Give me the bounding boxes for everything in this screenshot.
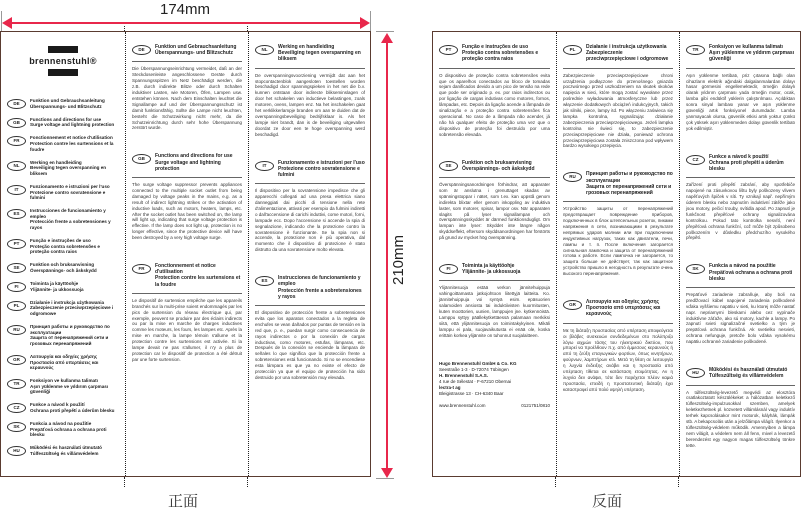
language-entry [7,354,119,371]
company-name: H. Brennenstuhl S.A.S. [439,372,489,378]
language-titles [30,421,119,438]
section-title-line: Funzionamento e istruzioni per l'uso [278,159,365,166]
language-titles [30,262,97,273]
language-code-badge: NL [255,45,274,55]
section-title-line: Zabezpieczenie przeciwprzepięciowe i odgromowe [586,50,669,63]
language-entry [7,445,119,456]
section-title-line: Toiminta ja käyttöohje [462,263,515,270]
section-divider [132,177,242,178]
logo-bar-bottom [48,69,78,76]
section-body: Prepäťové zariadenie zabraňuje, aby boli na predlžovací kábel napojené zariadenia poškodené vďaka vyššiemu napätiu v sieti, ku ktorej môže nastať napr. nepriamymi bleskami alebo cez vypínače induktívne záťaže, ako sú motory, kachle a lampy. Po zapnutí svieti signalizačné svetielko a tým je prepäťová ochrana funkčná. Ak svetielko nesvieti, ochrana nefunguje, pretože bolo vďaka vysokému napätiu ochranné zariadenie poškodené. [686,291,795,345]
section-body: Il dispositivo per la sovratensione impedisce che gli apparecchi collegati ad una presa elettrica siano danneggiati dai picchi di tensione nella rete d'alimentazione, attivati per esempio da fulmini indiretti o dall'accensione di carichi induttivi, come motori, forni, lampade ecc. Dopo l'accensione si accende la spia di segnalazione, indicando che la protezione contro la sovratensione è funzionante. Se la spia non si accende, la protezione non è più operativa, dal momento che il dispositivo di protezione è stato distrutto da una sovratensione molto elevata. [255,188,365,253]
section-titles [155,263,242,288]
section-titles [278,160,365,179]
language-code-badge: FR [7,136,26,146]
section-title-line: Funkcia a návod na použitie [709,263,776,270]
language-code-badge: RU [7,325,26,335]
section-title-line: Överspännings- och åskskydd [462,165,535,172]
section-body: Устройство защиты от перенапряжений предотвращает повреждение приборов, подключенных в блок штепсельных розеток, пиками напряжения в сети, возникающими в результате непрямых ударов молнии или при подключении индуктивных нагрузок, таких как двигатели, печи, лампы и т. п. После включения загорается сигнальная лампочка и защита от перенапряжений готова к работе. Если лампочка не загорается, то защита больше не действует, так как защитное устройство пришло в негодность в результате очень высокого перенапряжения. [563,206,673,277]
section-divider [255,305,365,306]
fold-line [247,477,248,487]
company-street: 4 rue de Sélestat · F-67210 Obernai [439,378,512,384]
language-titles [30,354,119,371]
instruction-section-pt [439,44,550,138]
section-title-line: Προστασία από υπερτάσεις και κεραυνούς [586,305,661,318]
height-extension-top [376,31,394,32]
back-sheet [432,31,801,477]
section-body: The surge voltage suppressor prevents appliances connected to the multiple socket outlet from being damaged by voltage peaks in the mains, e.g. as a result of indirect lightning strikes or the activation of inductive loads, such as motors, heaters, lamps, etc. After the socket outlet has been switched on, the lamp will light up, indicating that surge voltage protection is effective. If the lamp does not light up, protection is no longer effective, since the protective device will have been destroyed by a very high voltage surge. [132,181,242,241]
section-body: Die Überspannungseinrichtung vermeidet, daß an der Steckdosenleiste angeschlossene Geräte durch Spannungsspitzen im Netz beschädigt werden, die z.B. durch indirekte Blitze oder durch Schalten induktiver Lasten, wie Motoren, Öfen, Lampen usw. entstehen können. Nach dem Einschalten leuchtet die Signallampe auf und der Überspannungsschutz ist damit funktionsfähig. Sollte die Lampe nicht leuchten, besteht die Schutzwirkung nicht mehr, da die Schutzeinrichtung durch sehr hohe Überspannung zerstört wurde. [132,66,242,131]
section-divider [563,201,673,202]
section-titles [155,44,236,56]
section-header [132,263,242,288]
language-title-line: Beveiliging tegen overspanning en bliksem [30,165,107,176]
section-title-line: Működési és használati útmutató [709,367,788,374]
section-header [255,275,365,300]
section-title-line: Instrucciones de funcionamiento y empleo [278,275,361,288]
language-entry [7,300,119,317]
section-header [439,263,550,275]
language-code-badge: FI [439,264,458,274]
section-title-line: Ylijännite- ja ukkossuoja [462,269,521,276]
cover-panel [1,32,125,476]
language-code-badge: GR [7,355,26,365]
language-code-badge: CZ [686,155,705,165]
instruction-section-fr [132,263,242,363]
section-title-line: Λειτουργία και οδηγίες χρήσης [586,299,660,306]
section-title-line: Działanie i instrukcja użytkowania [586,44,667,50]
section-title-line: Защита от перенапряжений сети и грозовых перенапряжений [586,183,672,196]
section-title-line: Proteção contra sobretensões e proteção contra raios [462,50,539,63]
section-divider [132,293,242,294]
section-body: De overspanningsvoorziening vermijdt dat aan het stopcontactenblok aangesloten toestellen worden beschadigd door spanningspieken in het net die b.v. kunnen ontstaan door indirecte blikseminslagen of door het schakelen van inductieve belastingen, zoals motoren, ovens, lampen enz. Na het inschakelen gaat het verklikkerlampje branden om aan te duiden dat de overspanningsbeveiliging bedrijfsklaar is. Als het lampje niet brandt, dan is de beveiliging uitgevallen doordat ze door een te hoge overspanning werd beschadigd. [255,72,365,137]
section-header [563,44,673,63]
front-side-label: 正面 [168,492,199,510]
section-divider [686,177,795,178]
instruction-section-es [255,275,365,381]
front-sheet [0,31,371,477]
section-body: Zařízení proti přepětí zabrání, aby spotřebiče napojené na zásuvkovou lištu byly poškozeny vlivem napěťových špiček v síti. Ty vznikají např. nepřímým úderem blesku nebo zapnutím induktivní zátěže jako jsou motory, pečicí trouby, svítidla apod. Po zapnutí je funkčnost přepěťové ochrany signalizována kontrolkou. Pokud tato kontrolka nesvítí, není přepěťová ochrana funkční, což může být způsobeno poškozením v důsledku předchozího vysokého přepětí. [686,182,795,241]
width-dimension-label: 174mm [160,1,211,18]
section-titles [586,44,673,63]
language-code-badge: RU [563,172,582,182]
language-title-line: Zabezpieczenie przeciwprzepięciowe i odgromowe [30,305,114,316]
language-code-badge: PL [7,301,26,311]
instruction-section-pl [563,44,673,149]
language-title-line: Protection contre les surtensions et la foudre [30,140,114,152]
instruction-section-gr [563,299,673,393]
section-titles [462,263,520,275]
section-titles [278,44,365,63]
language-code-badge: NL [7,161,26,171]
language-title-line: Ochrana proti přepětí a úderům blesku [30,408,115,414]
section-divider [686,287,795,288]
language-titles [30,324,119,346]
section-titles [462,44,550,63]
section-titles [709,154,795,173]
front-column-2 [125,32,248,476]
section-body: Aşırı yüklenme tertibatı, priz çıtasına bağlı olan cihazların elektrik ağındaki dalgalanmalardan dolayı hasar görmesini engellemektedir, örneğin dolaylı olarak yıldırım çarpması yada örneğin motor, ocak, lamba gibi endüktif yüklerin çalıştırılması. Açıldıktan sonra sinyal lambası yanar ve aşırı yüklenme güvenliği artık fonksiyonel durumdadır. Lamba yanmayacak olursa, güvenlik etkisi artık yoktur çünkü çok yüksek aşırı yüklenmeden dolayı güvenlik tertibatı yok edilmiştir. [686,72,795,131]
language-code-badge: SE [7,263,26,273]
language-title-line: Instrucciones de funcionamiento y empleo [30,208,106,219]
section-header [255,160,365,179]
section-divider [563,323,673,324]
section-title-line: Ochrana proti přepětí a úderům blesku [709,159,784,173]
language-entry [7,117,119,128]
language-titles [30,98,105,109]
instruction-section-hu [686,367,795,448]
section-titles [709,44,795,63]
section-body: O dispositivo de proteção contra sobretensões evita que os aparelhos conectados ao bloco de tomadas sejam danificados devido a um pico de tensão na rede que pode ser originado p. ex. por raios indirectos ou por ligação de cargas indutivas como motores, fornos, lâmpadas, etc. Depois da ligação acende a lâmpada de sinalização e a proteção contra sobretensões fica operacional. No caso de a lâmpada não acender, já não há qualquer efeito de proteção uma vez que o dispositivo de proteção foi destruído por uma sobretensão elevada. [439,72,550,137]
section-divider [439,68,550,69]
instruction-section-se [439,160,550,241]
language-title-line: Λειτουργία και οδηγίες χρήσης [30,353,98,359]
section-header [686,367,795,379]
language-code-badge: SE [439,161,458,171]
website: www.brennenstuhl.com [439,402,486,408]
width-dimension-arrow [6,22,368,24]
language-title-line: Prepäťová ochrana a ochrana proti blesku [30,426,107,438]
section-titles [155,153,242,172]
section-header [686,263,795,282]
language-titles [30,300,119,317]
section-body: Ylijännitesuoja estää verkon jännitehuippuja vahingoittamasta jatkojohtoon liitettyjä laitteita. Ko. jännitehuippuja voi syntyä esim. epäsuorien salamoiden ansiosta tai induktiivisten kuormitusten, kuten moottorien, uunien, lamppujen jne. kytkennöistä. Lamppu syttyy päällekytkettäessä palamaan merkiksi siitä, että ylijännitesuoja on toimintakykyinen. Mikäli lamppu ei pala, suojavaikutusta ei enää ole, koska erittäin korkea ylijännite on tuhonnut suojalaitteen. [439,285,550,338]
logo-bar-top [48,46,78,53]
instruction-section-sk [686,263,795,345]
company-street: Seestraße 1-3 · D-72074 Tübingen [439,366,509,372]
section-divider [132,61,242,62]
language-title-line: Ylijännite- ja ukkossuoja [30,286,84,292]
company-name: Hugo Brennenstuhl GmbH & Co. KG [439,360,517,366]
section-title-line: Funkce a návod k použití [709,153,769,160]
section-titles [278,275,365,300]
language-titles [30,208,119,230]
language-titles [30,238,119,255]
fold-line [124,477,125,487]
height-dimension-label: 210mm [390,234,407,285]
section-header [563,299,673,318]
section-title-line: Überspannungs- und Blitzschutz [155,50,234,57]
brand-logo [7,46,119,76]
section-title-line: Prepäťová ochrana a ochrana proti blesku [709,269,793,282]
language-entry [7,160,119,177]
language-code-badge: DE [7,99,26,109]
language-title-line: Funkcia a návod na použitie [30,421,92,427]
section-title-line: Funktion und Gebrauchsanleitung [155,44,237,50]
language-code-badge: GB [7,118,26,128]
language-entry [7,184,119,201]
language-code-badge: SK [686,264,705,274]
document-code: 0121751/0810 [521,402,550,408]
language-entry [7,324,119,346]
height-dimension-arrow [386,40,388,470]
instruction-section-nl [255,44,365,138]
language-code-badge: ES [255,276,274,286]
section-divider [439,177,550,178]
section-body: El dispositivo de protección frente a sobretensiones evita que los aparatos conectados a la regleta de enchufes se vean dañados por puntas de tensión en la red que, p. e., puedan surgir como consecuencia de rayos indirectos o por la conexión de cargas inductivas, como motores, estufas, lámparas, etc. Después de la conexión se enciende la lámpara de señales lo que significa que la protección frente a sobretensiones está funcionando. Si no se encendiese esta lámpara es que ya no existe el efecto de protección ya que el equipo de protección ha sido destruido por una sobretensión muy elevada. [255,309,365,380]
language-title-line: Funkce a návod k použití [30,402,85,408]
language-code-badge: CZ [7,403,26,413]
language-code-badge: HU [686,368,705,378]
language-code-badge: DE [132,45,151,55]
language-title-line: Protezione contro sovratensione e fulmini [30,189,106,201]
front-column-3 [248,32,371,476]
language-code-badge: FR [132,264,151,274]
language-title-line: Προστασία από υπερτάσεις και κεραυνούς [30,359,99,371]
language-list [7,98,119,457]
language-title-line: Überspannungs- und Blitzschutz [30,103,102,109]
language-titles [30,281,84,292]
language-titles [30,135,119,152]
language-entry [7,208,119,230]
language-entry [7,98,119,109]
language-entry [7,402,119,413]
section-title-line: Принцип работы и руководство по эксплуатации [586,171,673,184]
language-code-badge: IT [7,185,26,195]
section-title-line: Werking en handleiding [278,44,335,50]
section-title-line: Fonksiyon ve kullanma talimatı [709,44,783,50]
section-titles [709,367,787,379]
section-titles [586,299,673,318]
section-body: Με τη διάταξη προστασίας από υπέρταση αποφεύγεται οι βλάβες συσκευών συνδεδεμένων στο πολύπριζο λόγω αιχμών τάσης του ηλεκτρικού δικτύου, που μπορεί να προέλθουν π.χ. από έμμεσους κεραυνούς ή από τη ζεύξη επαγωγικών φορτίων, όπως κινητήρων, φούρνων, λαμπτήρων κτλ. Μετά τη θέση σε λειτουργία η λυχνία ένδειξης ανάβει και η προστασία από υπέρταση τίθεται σε κατάσταση ετοιμότητας. Αν η λυχνία δεν ανάψει, τότε δεν παρέχεται πλέον καμιά προστασία, επειδή η προστατευτική διάταξη έχει καταστραφεί από πολύ υψηλή υπέρταση. [563,327,673,392]
section-titles [462,160,535,172]
language-titles [30,117,114,128]
language-title-line: Túlfeszültség és villámvédelem [30,451,99,457]
height-extension-bottom [376,478,394,479]
language-titles [30,445,102,456]
section-title-line: Aşırı yüklenme ve yıldırım çarpması güvenliği [709,50,795,63]
width-extension-left [1,11,2,31]
language-title-line: Functions and directions for use [30,116,102,122]
section-header [563,171,673,196]
language-title-line: Funktion och bruksanvisning [30,262,95,268]
language-title-line: Działanie i instrukcja użytkowania [30,299,105,305]
back-column-1 [433,32,556,476]
manufacturer-address [439,361,550,409]
section-body: Le dispositif de surtension empêche que les appareils branchés sur la multi-prise soient endommagés par les pics de surtension du réseau électrique qui, par exemple, peuvent se produire par des éclairs indirects ou par la mise en marche de charges inductives comme les moteurs, les fours, les lampes etc. Après la mise en marche, la lampe témoin s'allume et la protection contre les surtensions est activée. Si la lampe devait ne pas s'allumer, il n'y a plus de protection car le dispositif de protection a été détruit par une forte surtension. [132,297,242,362]
language-titles [30,402,115,413]
language-code-badge: GR [563,300,582,310]
section-divider [439,280,550,281]
back-column-3 [679,32,801,476]
language-title-line: Защита от перенапряжений сети и грозовых перенапряжений [30,335,109,346]
section-title-line: Túlfeszültség és villámvédelem [709,373,784,380]
back-column-2 [556,32,679,476]
arrow-right-head-icon [360,17,370,29]
section-body: Zabezpieczenie przeciwprzepięciowe chroni urządzenia podłączone do przenośnego gniazda poczwórnego przed uszkodzeniem na skutek skoków napięcia w sieci, które mogą zostać wywołane przez pośrednie wyładowania atmosferyczne lub przez włączenie dodatkowych obciążeń indukcyjnych, takich jak silniki, piece, lampy itd. Po włączeniu zaświeca się lampka kontrolna, sygnalizując działanie zabezpieczenia przeciwprzepięciowego. Jeżeli lampka kontrolna nie świeci się, to zabezpieczenie przeciwprzepięciowe nie działa, ponieważ ochrona przeciwprzepięciowa została zniszczona pod wpływem bardzo wysokiego przepięcia. [563,72,673,149]
language-title-line: Proteção contra sobretensões e proteção contra raios [30,243,100,255]
language-title-line: Funktion und Gebrauchsanleitung [30,98,105,103]
language-code-badge: HU [7,446,26,456]
arrow-down-head-icon [381,468,393,478]
language-code-badge: TR [686,45,705,55]
language-code-badge: TR [7,379,26,389]
language-title-line: Protección frente a sobretensiones y rayos [30,219,111,230]
section-title-line: Surge voltage and lightning protection [155,159,221,172]
company-street: Bleigistrasse 13 · CH-6340 Baar [439,390,504,396]
instruction-section-tr [686,44,795,132]
section-header [686,154,795,173]
section-title-line: Protection contre les surtensions et la foudre [155,275,241,288]
instruction-section-gb [132,153,242,241]
section-divider [686,385,795,386]
language-code-badge: ES [7,209,26,219]
section-divider [255,68,365,69]
language-code-badge: IT [255,161,274,171]
section-body: A túlfeszültség-levezető megvédi az elosztóra csatlakoztatott készülékeket a hálózatban keletkező túlfeszültség-impulzusokkal szemben, amelyek keletkezhetnek pl. közvetett villámlásnál vagy induktív terhek kapcsolásakor mint motorok, kályhák, lámpák stb. A bekapcsolás után a jelzőlámpa világít. Ilyenkor a túlfeszültség-védelem működik. Amennyiben a lámpa nem világít, a védelem nem áll fenn, mivel a levezető berendezést egy nagyon magas túlfeszültség tönkre tette. [686,389,795,448]
instruction-section-de [132,44,242,131]
instruction-section-it [255,160,365,254]
language-title-line: Överspännings- och åskskydd [30,267,97,273]
section-divider [686,68,795,69]
section-title-line: Função e instruções de uso [462,44,529,50]
arrow-left-head-icon [2,17,12,29]
instruction-section-ru [563,171,673,277]
section-title-line: Protezione contro sovratensione e fulmini [278,165,360,178]
language-code-badge: PL [563,45,582,55]
language-entry [7,421,119,438]
language-titles [30,378,119,395]
section-header [132,44,242,56]
section-divider [255,183,365,184]
section-header [255,44,365,63]
language-code-badge: SK [7,422,26,432]
language-title-line: Aşırı yüklenme ve yıldırım çarpması güvenliği [30,383,109,395]
language-title-line: Surge voltage and lightning protection [30,122,115,128]
language-entry [7,135,119,152]
section-divider [563,68,673,69]
language-code-badge: FI [7,282,26,292]
language-title-line: Fonksiyon ve kullanma talimatı [30,378,98,384]
arrow-up-head-icon [381,33,393,43]
instruction-section-fi [439,263,550,339]
language-title-line: Принцип работы и руководство по эксплуатации [30,324,110,335]
section-header [686,44,795,63]
fold-line [555,477,556,487]
language-entry [7,378,119,395]
brand-name: brennenstuhl® [29,56,97,66]
instruction-section-cz [686,154,795,242]
width-extension-right [370,11,371,31]
section-header [439,160,550,172]
language-code-badge: PT [439,45,458,55]
language-title-line: Werking en handleiding [30,159,82,165]
section-body: Överspänningsanordningen förhindrar, att apparater som är anslutna i grenuttaget skadas av spänningstoppar i nätet, som t.ex. kan uppstå genom indirekta blixtar eller genom inkoppling av induktiva laster, som motorer, spisar, lampor osv. När apparaten slagits på lyser signallampan och överspänningsskyddet är därmed funktionsdugligt. Om lampan inte lyser: Skyddet inte längre någon skyddseffekt, eftersom skyddsanordningen har förstörts på grund av mycket hög överspänning. [439,181,550,241]
language-title-line: Fonctionnement et notice d'utilisation [30,135,113,141]
language-titles [30,160,119,177]
language-titles [30,184,119,201]
language-title-line: Funzionamento e istruzioni per l'uso [30,183,110,189]
section-header [132,153,242,172]
section-title-line: Beveiliging tegen overspanning en bliksem [278,50,361,63]
section-title-line: Functions and directions for use [155,153,233,160]
language-code-badge: PT [7,239,26,249]
fold-line [678,477,679,487]
language-entry [7,262,119,273]
section-header [439,44,550,63]
language-entry [7,238,119,255]
section-title-line: Protección frente a sobretensiones y rayos [278,287,362,300]
language-code-badge: GB [132,154,151,164]
section-titles [586,171,673,196]
section-title-line: Fonctionnement et notice d'utilisation [155,263,216,276]
company-name: lectra-t ag [439,384,461,390]
section-title-line: Funktion och bruksanvisning [462,159,532,166]
language-entry [7,281,119,292]
section-titles [709,263,795,282]
back-side-label: 反面 [592,492,623,510]
language-title-line: Működési és használati útmutató [30,445,102,451]
language-title-line: Toiminta ja käyttöohje [30,281,79,287]
language-title-line: Função e instruções de uso [30,238,91,244]
